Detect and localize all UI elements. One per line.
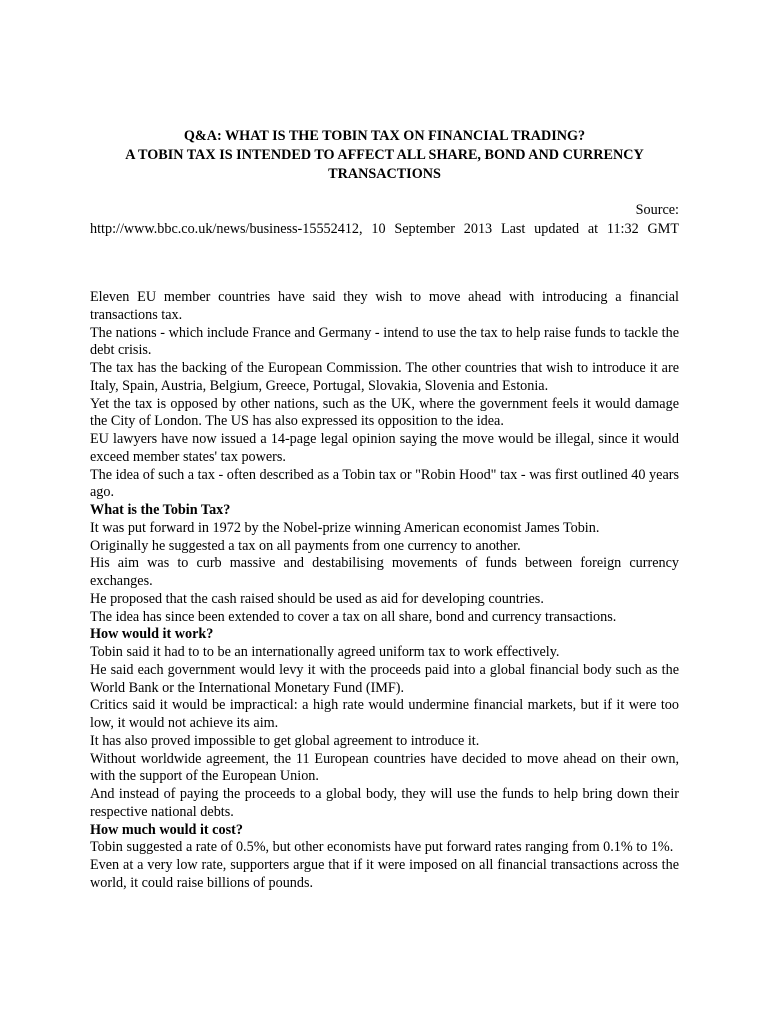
section-heading: What is the Tobin Tax?: [90, 502, 231, 518]
section-heading: How would it work?: [90, 626, 214, 643]
body-paragraph: Originally he suggested a tax on all payments from one currency to another.: [90, 537, 521, 554]
body-paragraph: It was put forward in 1972 by the Nobel-prize winning American economist James Tobin.: [90, 519, 600, 536]
body-paragraph: Tobin suggested a rate of 0.5%, but other economists have put forward rates ranging from 0.1% to 1%.: [90, 839, 674, 856]
body-paragraph: The idea of such a tax - often described as a Tobin tax or "Robin Hood" tax - was first outlined 40 years ago.: [90, 466, 679, 501]
title-line-1: Q&A: WHAT IS THE TOBIN TAX ON FINANCIAL TRADING?: [183, 128, 586, 144]
body-paragraph: Critics said it would be impractical: a high rate would undermine financial markets, but if it were too low, it would not achieve its aim.: [90, 697, 679, 731]
source-text: http://www.bbc.co.uk/news/business-15552412, 10 September 2013 Last updated at 11:32 GMT: [90, 221, 679, 237]
body-paragraph: The idea has since been extended to cover a tax on all share, bond and currency transactions.: [90, 608, 617, 625]
source-citation: [90, 201, 679, 239]
body-paragraph: Yet the tax is opposed by other nations, such as the UK, where the government feels it would damage the City of London. The US has also expressed its opposition to the idea.: [90, 395, 679, 430]
body-paragraph: It has also proved impossible to get global agreement to introduce it.: [90, 732, 480, 749]
body-paragraph: EU lawyers have now issued a 14-page legal opinion saying the move would be illegal, since it would exceed member states' tax powers.: [90, 431, 679, 465]
body-paragraph: The tax has the backing of the European Commission. The other countries that wish to introduce it are Italy, Spain, Austria, Belgium, Greece, Portugal, Slovakia, Slovenia and Estonia.: [90, 360, 679, 394]
body-paragraph: Without worldwide agreement, the 11 European countries have decided to move ahead on their own, with the support of the European Union.: [90, 750, 679, 785]
article-body: [90, 289, 679, 893]
body-paragraph: He said each government would levy it with the proceeds paid into a global financial body such as the World Bank or the International Monetary Fund (IMF).: [90, 661, 679, 696]
body-paragraph: Even at a very low rate, supporters argue that if it were imposed on all financial transactions across the world, it could raise billions of pounds.: [90, 857, 679, 891]
title-line-3: TRANSACTIONS: [328, 166, 441, 182]
body-paragraph: The nations - which include France and Germany - intend to use the tax to help raise funds to tackle the debt crisis.: [90, 324, 679, 359]
source-label: Source:: [635, 202, 679, 218]
body-paragraph: Eleven EU member countries have said they wish to move ahead with introducing a financial transactions tax.: [90, 289, 679, 323]
title-line-2: A TOBIN TAX IS INTENDED TO AFFECT ALL SHARE, BOND AND CURRENCY: [125, 147, 644, 163]
body-paragraph: Tobin said it had to to be an internationally agreed uniform tax to work effectively.: [90, 644, 560, 660]
body-paragraph: He proposed that the cash raised should be used as aid for developing countries.: [90, 590, 544, 607]
document-title: [90, 127, 679, 184]
body-paragraph: His aim was to curb massive and destabilising movements of funds between foreign currency exchanges.: [90, 555, 679, 589]
section-heading: How much would it cost?: [90, 821, 243, 838]
body-paragraph: And instead of paying the proceeds to a global body, they will use the funds to help bring down their respective national debts.: [90, 786, 679, 820]
